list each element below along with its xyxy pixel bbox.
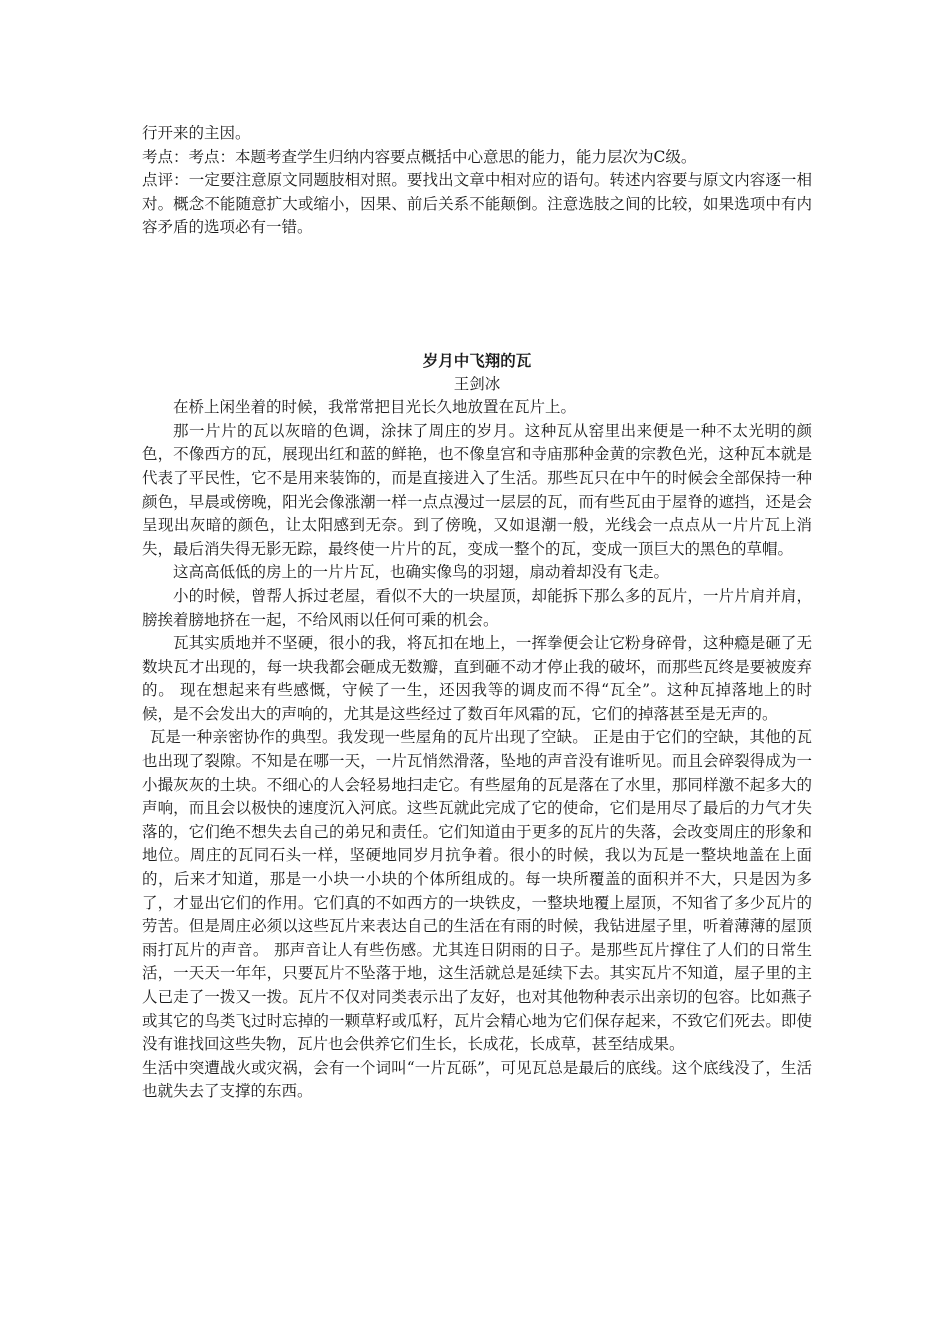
article-paragraph: 瓦是一种亲密协作的典型。我发现一些屋角的瓦片出现了空缺。 正是由于它们的空缺，其他的瓦也出现了裂隙。不知是在哪一天，一片瓦悄然滑落，坠地的声音没有谁听见。而且会碎裂得成为一小撮灰灰的土块。不细心的人会轻易地扫走它。有些屋角的瓦是落在了水里，那同样激不起多大的声响，而且会以极快的速度沉入河底。这些瓦就此完成了它的使命，它们是用尽了最后的力气才失落的，它们绝不想失去自己的弟兄和责任。它们知道由于更多的瓦片的失落，会改变周庄的形象和地位。周庄的瓦同石头一样，坚硬地同岁月抗争着。很小的时候，我以为瓦是一整块地盖在上面的，后来才知道，那是一小块一小块的个体所组成的。每一块所覆盖的面积并不大，只是因为多了，才显出它们的作用。它们真的不如西方的一块铁皮，一整块地覆上屋顶，不知省了多少瓦片的劳苦。但是周庄必须以这些瓦片来表达自己的生活在有雨的时候，我钻进屋子里，听着薄薄的屋顶雨打瓦片的声音。 那声音让人有些伤感。尤其连日阴雨的日子。是那些瓦片撑住了人们的日常生活，一天天一年年，只要瓦片不坠落于地，这生活就总是延续下去。其实瓦片不知道，屋子里的主人已走了一拨又一拨。瓦片不仅对同类表示出了友好，也对其他物种表示出亲切的包容。比如燕子或其它的鸟类飞过时忘掉的一颗草籽或瓜籽，瓦片会精心地为它们保存起来，不致它们死去。即使没有谁找回这些失物，瓦片也会供养它们生长，长成花，长成草，甚至结成果。 — [142, 728, 812, 1054]
document-page — [142, 122, 812, 1104]
article-paragraph: 在桥上闲坐着的时候，我常常把目光长久地放置在瓦片上。 — [173, 398, 577, 417]
article-paragraph: 小的时候，曾帮人拆过老屋，看似不大的一块屋顶，却能拆下那么多的瓦片，一片片肩并肩，膀挨着膀地挤在一起，不给风雨以任何可乘的机会。 — [142, 586, 812, 629]
kaodian-note: 考点：考点：本题考查学生归纳内容要点概括中心意思的能力，能力层次为C级。 — [142, 147, 697, 166]
article-author: 王剑冰 — [453, 374, 501, 393]
article-paragraph: 这高高低低的房上的一片片瓦，也确实像鸟的羽翅，扇动着却没有飞走。 — [173, 563, 670, 582]
continuation-line: 行开来的主因。 — [142, 124, 251, 142]
article-paragraph: 生活中突遭战火或灾祸，会有一个词叫“一片瓦砾”，可见瓦总是最后的底线。这个底线没了，生活也就失去了支撑的东西。 — [142, 1058, 812, 1101]
dianping-note: 点评：一定要注意原文同题肢相对照。要找出文章中相对应的语句。转述内容要与原文内容逐一相对。概念不能随意扩大或缩小，因果、前后关系不能颠倒。注意选肢之间的比较，如果选项中有内容矛盾的选项必有一错。 — [142, 171, 812, 237]
article-paragraph: 那一片片的瓦以灰暗的色调，涂抹了周庄的岁月。这种瓦从窑里出来便是一种不太光明的颜色，不像西方的瓦，展现出红和蓝的鲜艳，也不像皇宫和寺庙那种金黄的宗教色光，这种瓦本就是代表了平民性，它不是用来装饰的，而是直接进入了生活。那些瓦只在中午的时候会全部保持一种颜色，早晨或傍晚，阳光会像涨潮一样一点点漫过一层层的瓦，而有些瓦由于屋脊的遮挡，还是会呈现出灰暗的颜色，让太阳感到无奈。到了傍晚，又如退潮一般，光线会一点点从一片片瓦上消失，最后消失得无影无踪，最终使一片片的瓦，变成一整个的瓦，变成一顶巨大的黑色的草帽。 — [142, 421, 812, 558]
article-paragraph: 瓦其实质地并不坚硬，很小的我，将瓦扣在地上，一挥拳便会让它粉身碎骨，这种瘾是砸了无数块瓦才出现的，每一块我都会砸成无数瓣，直到砸不动才停止我的破坏，而那些瓦终是要被废弃的。 现在想起来有些感慨，守候了一生，还因我等的调皮而不得“瓦全”。这种瓦掉落地上的时候，是不会发出大的声响的，尤其是这些经过了数百年风霜的瓦，它们的掉落甚至是无声的。 — [142, 634, 812, 723]
article-title: 岁月中飞翔的瓦 — [422, 350, 532, 370]
